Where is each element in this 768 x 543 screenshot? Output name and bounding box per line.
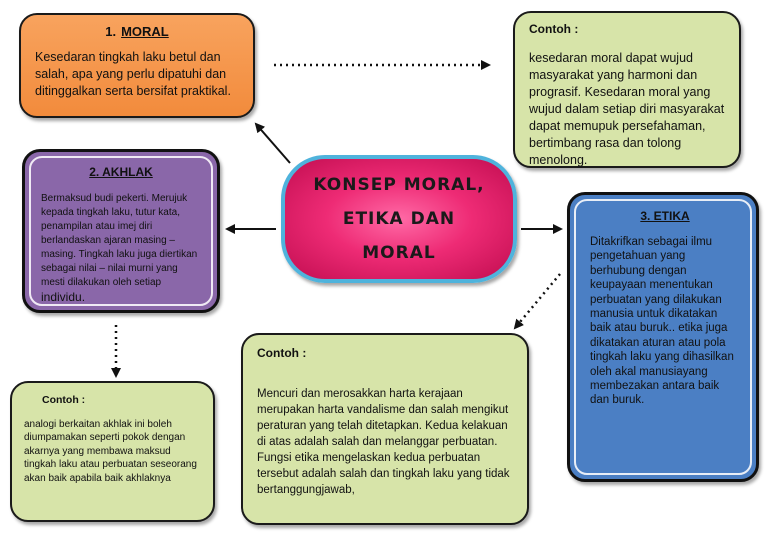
contoh-akhlak-box — [10, 381, 215, 522]
etika-text: Ditakrifkan sebagai ilmu pengetahuan yang berhubung dengan keupayaan menentukan perbuatan yang dilakukan manusia untuk dikatakan baik atau buruk.. etika juga dikatakan aturan atau pola tingkah laku yang dihasilkan oleh akal manusiayang membezakan antara baik dan buruk. — [590, 236, 734, 407]
contoh-moral-text: kesedaran moral dapat wujud masyarakat yang harmoni dan prograsif. Kesedaran moral yang wujud dalam setiap diri masyarakat dapat memupuk persefahaman, bertimbang rasa dan tolong menolong. — [529, 51, 725, 167]
contoh-akhlak-label: Contoh : — [42, 394, 86, 406]
arrow-etika-to-contoh — [515, 274, 560, 328]
center-title-box — [281, 155, 517, 283]
akhlak-title: 2. AKHLAK — [89, 165, 153, 179]
contoh-etika-label: Contoh : — [257, 346, 307, 360]
etika-box — [567, 192, 759, 482]
akhlak-box — [22, 149, 220, 313]
arrow-center-to-moral — [256, 124, 290, 163]
contoh-moral-label: Contoh : — [529, 22, 579, 36]
contoh-etika-box — [241, 333, 529, 525]
contoh-etika-text: Mencuri dan merosakkan harta kerajaan merupakan harta vandalisme dan salah mengikut peraturan yang telah ditetapkan. Kedua kelakuan di atas adalah salah dan melanggar perbuatan. Fungsi etika mengelaskan kedua perbuatan tersebut adalah salah dan tingkah laku yang tidak bertanggungjawab, — [257, 388, 510, 496]
contoh-akhlak-text: analogi berkaitan akhlak ini boleh diumpamakan seperti pokok dengan akarnya yang membawa maksud tingkah laku atau perbuatan seseorang akan baik apabila baik akhlaknya — [24, 419, 197, 484]
moral-box — [19, 13, 255, 118]
contoh-moral-box — [513, 11, 741, 168]
center-title: KONSEP MORAL, ETIKA DAN MORAL — [313, 175, 485, 263]
akhlak-text: Bermaksud budi pekerti. Merujuk kepada tingkah laku, tutur kata, penampilan atau imej diri berlandaskan ajaran masing – masing. Tingkah laku juga diertikan sebagai nilai – nilai murni yang mesti dilakukan oleh setiap individu. — [41, 193, 198, 304]
etika-title: 3. ETIKA — [640, 209, 690, 223]
moral-title: 1. MORAL — [105, 24, 169, 39]
moral-text: Kesedaran tingkah laku betul dan salah, apa yang perlu dipatuhi dan ditinggalkan serta bersifat praktikal. — [35, 50, 231, 98]
